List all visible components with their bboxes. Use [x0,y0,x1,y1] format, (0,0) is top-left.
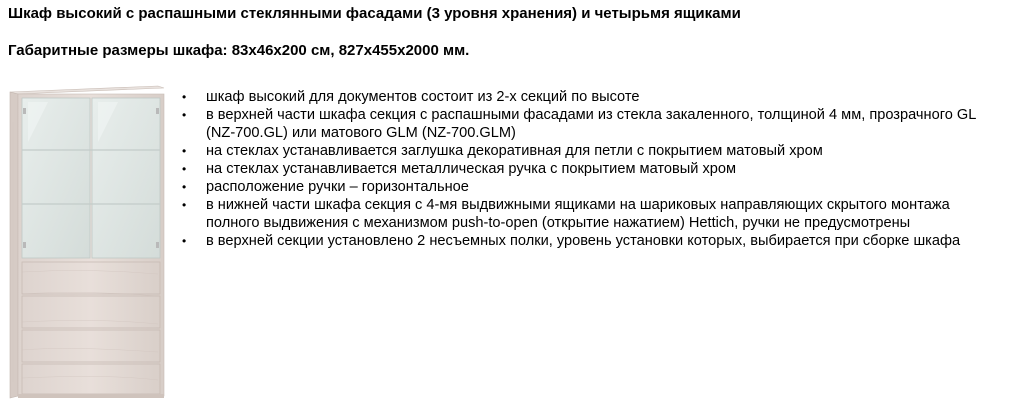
list-item [180,88,1000,106]
cabinet-image [8,82,166,400]
bullet-icon: • [182,108,187,122]
bullet-icon: • [182,162,187,176]
bullet-icon: • [182,90,187,104]
bullet-icon: • [182,180,187,194]
feature-list [180,88,1000,250]
list-item [180,142,1000,160]
list-item [180,106,1000,142]
feature-text: в нижней части шкафа секция с 4-мя выдвижными ящиками на шариковых направляющих скрытого монтажа полного выдвижения с механизмом push-to-open (открытие нажатием) Hettich, ручки не предусмотрены [206,197,950,231]
feature-text: на стеклах устанавливается заглушка декоративная для петли с покрытием матовый хром [206,143,823,159]
list-item [180,196,1000,232]
feature-text: расположение ручки – горизонтальное [206,179,469,195]
list-item [180,232,1000,250]
product-title: Шкаф высокий с распашными стеклянными фасадами (3 уровня хранения) и четырьмя ящиками [8,5,741,22]
list-item [180,178,1000,196]
feature-text: шкаф высокий для документов состоит из 2-х секций по высоте [206,89,640,105]
bullet-icon: • [182,234,187,248]
bullet-icon: • [182,198,187,212]
list-item [180,160,1000,178]
feature-text: в верхней части шкафа секция с распашными фасадами из стекла закаленного, толщиной 4 мм, прозрачного GL (NZ-700.GL) или матового GLM (NZ-700.GLM) [206,107,976,141]
feature-text: в верхней секции установлено 2 несъемных полки, уровень установки которых, выбирается при сборке шкафа [206,233,961,249]
dimensions-line: Габаритные размеры шкафа: 83х46х200 см, 827х455х2000 мм. [8,42,470,59]
bullet-icon: • [182,144,187,158]
feature-text: на стеклах устанавливается металлическая ручка с покрытием матовый хром [206,161,737,177]
